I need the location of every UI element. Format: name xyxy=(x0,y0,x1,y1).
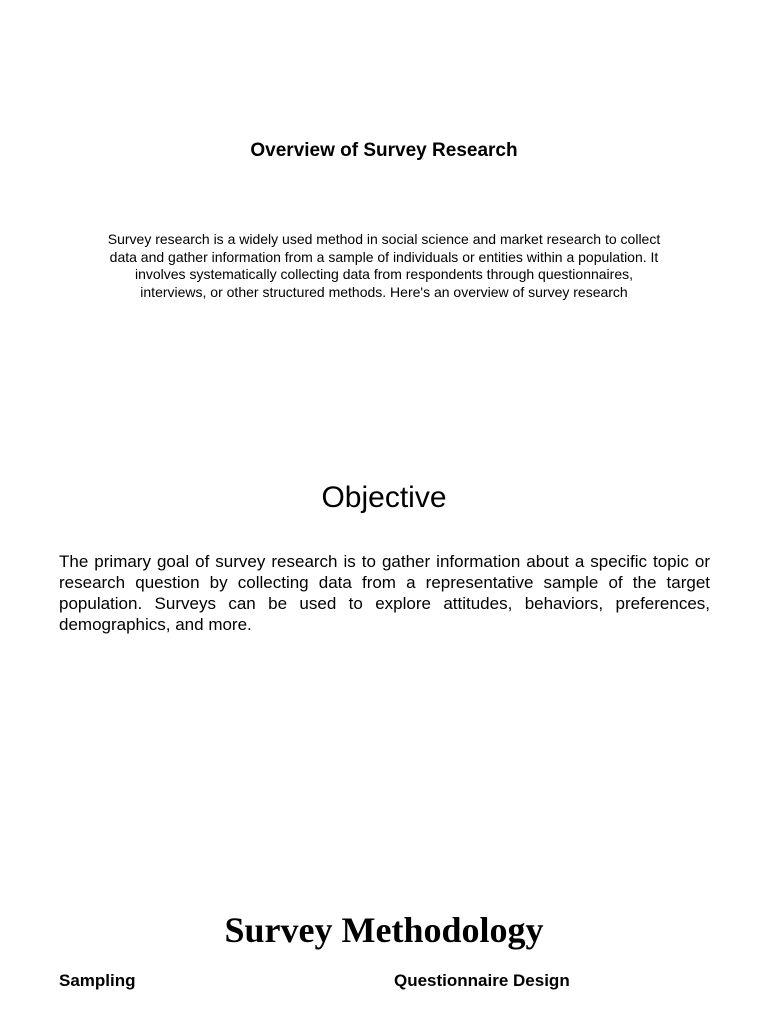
objective-paragraph: The primary goal of survey research is to gather information about a specific topic or research question by collecting data from a representative sample of the target population. Surveys can be used to explore attitudes, behaviors, preferences, demographics, and more. xyxy=(59,552,710,634)
sampling-heading: Sampling xyxy=(59,971,136,990)
objective-heading: Objective xyxy=(321,481,447,514)
questionnaire-design-heading: Questionnaire Design xyxy=(394,971,570,990)
intro-paragraph: Survey research is a widely used method in social science and market research to collect data and gather information from a sample of individuals or entities within a population. It involves systematically collecting data from respondents through questionnaires, interviews, or other structured methods. Here's an overview of survey research xyxy=(107,231,661,300)
page-title: Overview of Survey Research xyxy=(250,140,518,161)
methodology-heading: Survey Methodology xyxy=(224,910,544,950)
